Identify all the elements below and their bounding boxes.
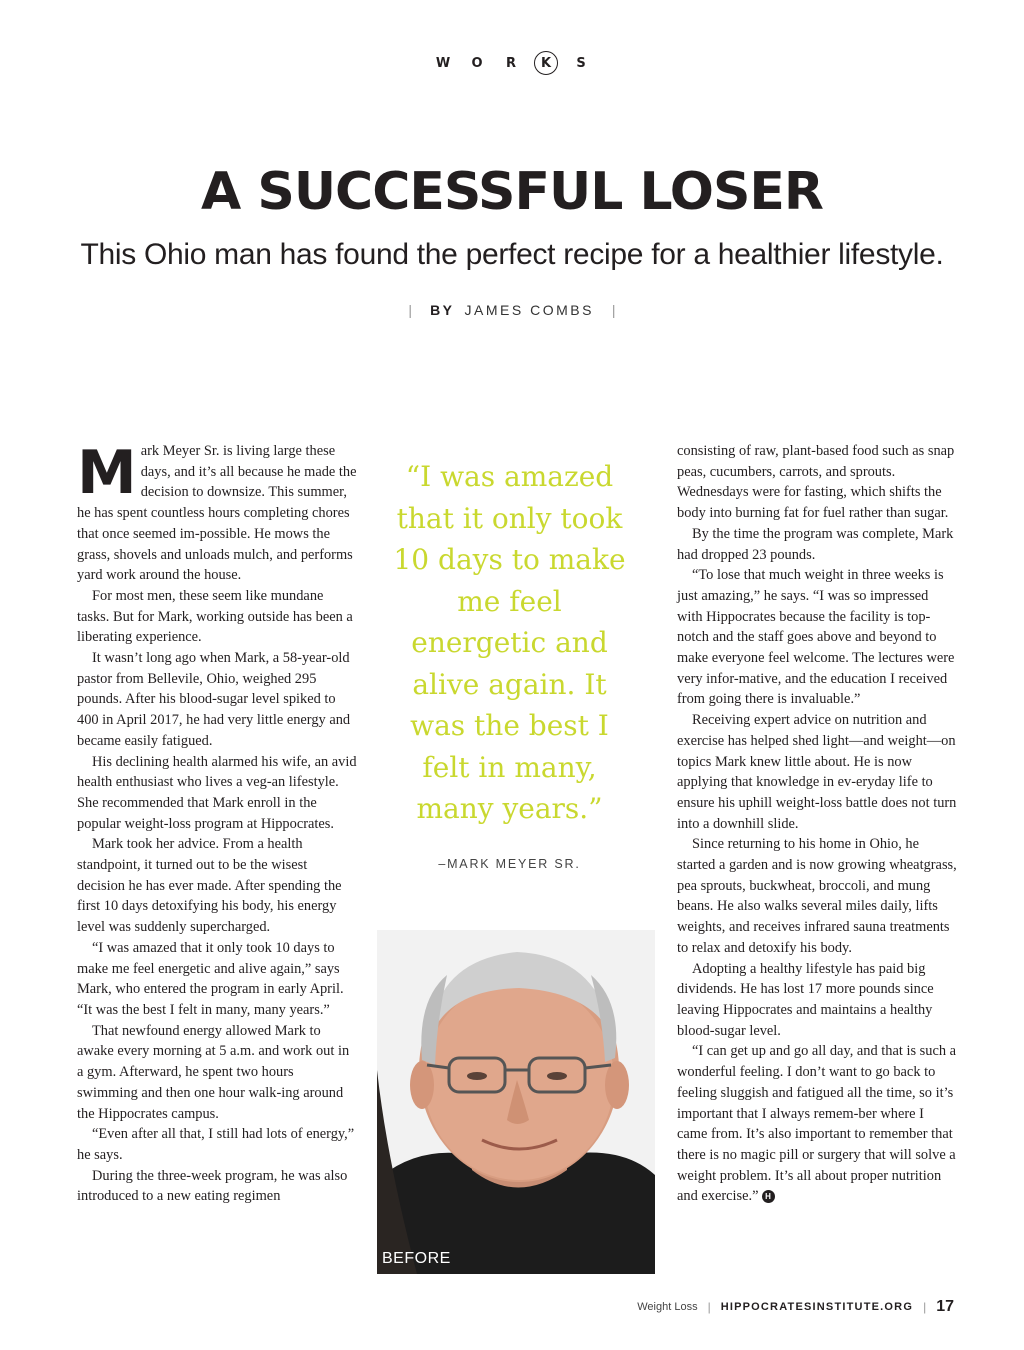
section-letter: W <box>435 55 451 71</box>
page-footer <box>637 1298 954 1316</box>
article-paragraph: Since returning to his home in Ohio, he started a garden and is now growing wheatgrass, pea sprouts, buckwheat, broccoli, and mung beans. He also walks several miles daily, lifts weights, and receives infrared sauna treatments to relax and detoxify his body. <box>677 836 957 956</box>
byline-divider: | <box>408 302 413 318</box>
article-paragraph: consisting of raw, plant-based food such as snap peas, cucumbers, carrots, and sprouts. Wednesdays were for fasting, which shifts the body into burning fat for fuel rather than sugar. <box>677 443 955 522</box>
byline-by: BY <box>430 302 455 318</box>
page-number: 17 <box>936 1298 954 1315</box>
footer-site[interactable]: HIPPOCRATESINSTITUTE.ORG <box>720 1301 914 1313</box>
footer-divider: | <box>923 1300 927 1314</box>
article-paragraph: “To lose that much weight in three weeks is just amazing,” he says. “I was so impressed with Hippocrates because the facility is top-notch and the staff goes above and beyond to make everyone feel welcome. The lectures were very infor-mative, and the education I received from going there is invaluable.” <box>677 567 955 708</box>
drop-cap: M <box>77 438 137 508</box>
article-paragraph: Receiving expert advice on nutrition and exercise has helped shed light—and weight—on topics Mark knew little about. He is now applying that knowledge in ev-eryday life to ensure his uphill weight-loss battle does not turn into a downhill slide. <box>677 712 957 832</box>
pull-quote: “I was amazed that it only took 10 days to make me feel energetic and alive again. It was the best I felt in many, many years.” <box>393 460 626 825</box>
article-paragraph: Mark took her advice. From a health standpoint, it turned out to be the wisest decision he has ever made. After spending the first 10 days detoxifying his body, his energy level was suddenly supercharged. <box>77 836 342 936</box>
article-paragraph: ark Meyer Sr. is living large these days, and it’s all because he made the decision to downsize. This summer, he has spent countless hours completing chores that once seemed im-possible. He mows the grass, shovels and unloads mulch, and performs yard work around the house. <box>77 443 357 584</box>
article-paragraph: His declining health alarmed his wife, an avid health enthusiast who lives a veg-an lifestyle. She recommended that Mark enroll in the popular weight-loss program at Hippocrates. <box>77 753 357 832</box>
section-header <box>0 50 1024 76</box>
article-paragraph: “I was amazed that it only took 10 days to make me feel energetic and alive again,” says Mark, who entered the program in early April. “It was the best I felt in many, many years.” <box>77 939 344 1018</box>
article-paragraph: “Even after all that, I still had lots of energy,” he says. <box>77 1126 355 1163</box>
article-paragraph-text: “I can get up and go all day, and that is such a wonderful feeling. I don’t want to go back to feeling sluggish and fatigued all the time, so it’s important that I always remem-ber where I came from. It’s also important to remember that there is no magic pill or surgery that will solve a weight problem. It’s all about proper nutrition and exercise.” <box>677 1043 957 1205</box>
article-paragraph-last <box>677 1041 957 1207</box>
footer-section: Weight Loss <box>637 1301 698 1313</box>
section-letter: O <box>471 55 483 71</box>
before-photo <box>377 930 655 1274</box>
photo-label: BEFORE <box>382 1250 451 1267</box>
byline <box>0 302 1024 318</box>
end-mark-icon: H <box>762 1190 775 1203</box>
article-column-1 <box>77 438 357 1207</box>
headline: A SUCCESSFUL LOSER <box>201 162 823 222</box>
article-column-3 <box>677 441 957 1207</box>
section-letter: R <box>505 55 516 71</box>
byline-author: JAMES COMBS <box>464 302 594 318</box>
article-paragraph: That newfound energy allowed Mark to awake every morning at 5 a.m. and work out in a gym. Afterward, he spent two hours swimming and then one hour walk-ing around the Hippocrates campus. <box>77 1022 350 1122</box>
footer-divider: | <box>707 1300 711 1314</box>
section-letter-circled: K <box>534 51 558 75</box>
article-paragraph: Adopting a healthy lifestyle has paid big dividends. He has lost 17 more pounds since leaving Hippocrates and maintains a healthy blood-sugar level. <box>677 960 934 1039</box>
article-paragraph: By the time the program was complete, Mark had dropped 23 pounds. <box>677 525 954 563</box>
article-paragraph: It wasn’t long ago when Mark, a 58-year-old pastor from Bellevile, Ohio, weighed 295 pounds. After his blood-sugar level spiked to 400 in April 2017, he had very little energy and became easily fatigued. <box>77 650 351 749</box>
byline-divider: | <box>611 302 616 318</box>
portrait-illustration <box>377 930 655 1274</box>
subhead: This Ohio man has found the perfect recipe for a healthier lifestyle. <box>80 238 944 271</box>
article-paragraph: During the three-week program, he was also introduced to a new eating regimen <box>77 1167 348 1205</box>
pull-quote-attribution: –MARK MEYER SR. <box>438 857 581 871</box>
article-paragraph: For most men, these seem like mundane tasks. But for Mark, working outside has been a liberating experience. <box>77 587 353 646</box>
section-letter: S <box>576 55 586 71</box>
